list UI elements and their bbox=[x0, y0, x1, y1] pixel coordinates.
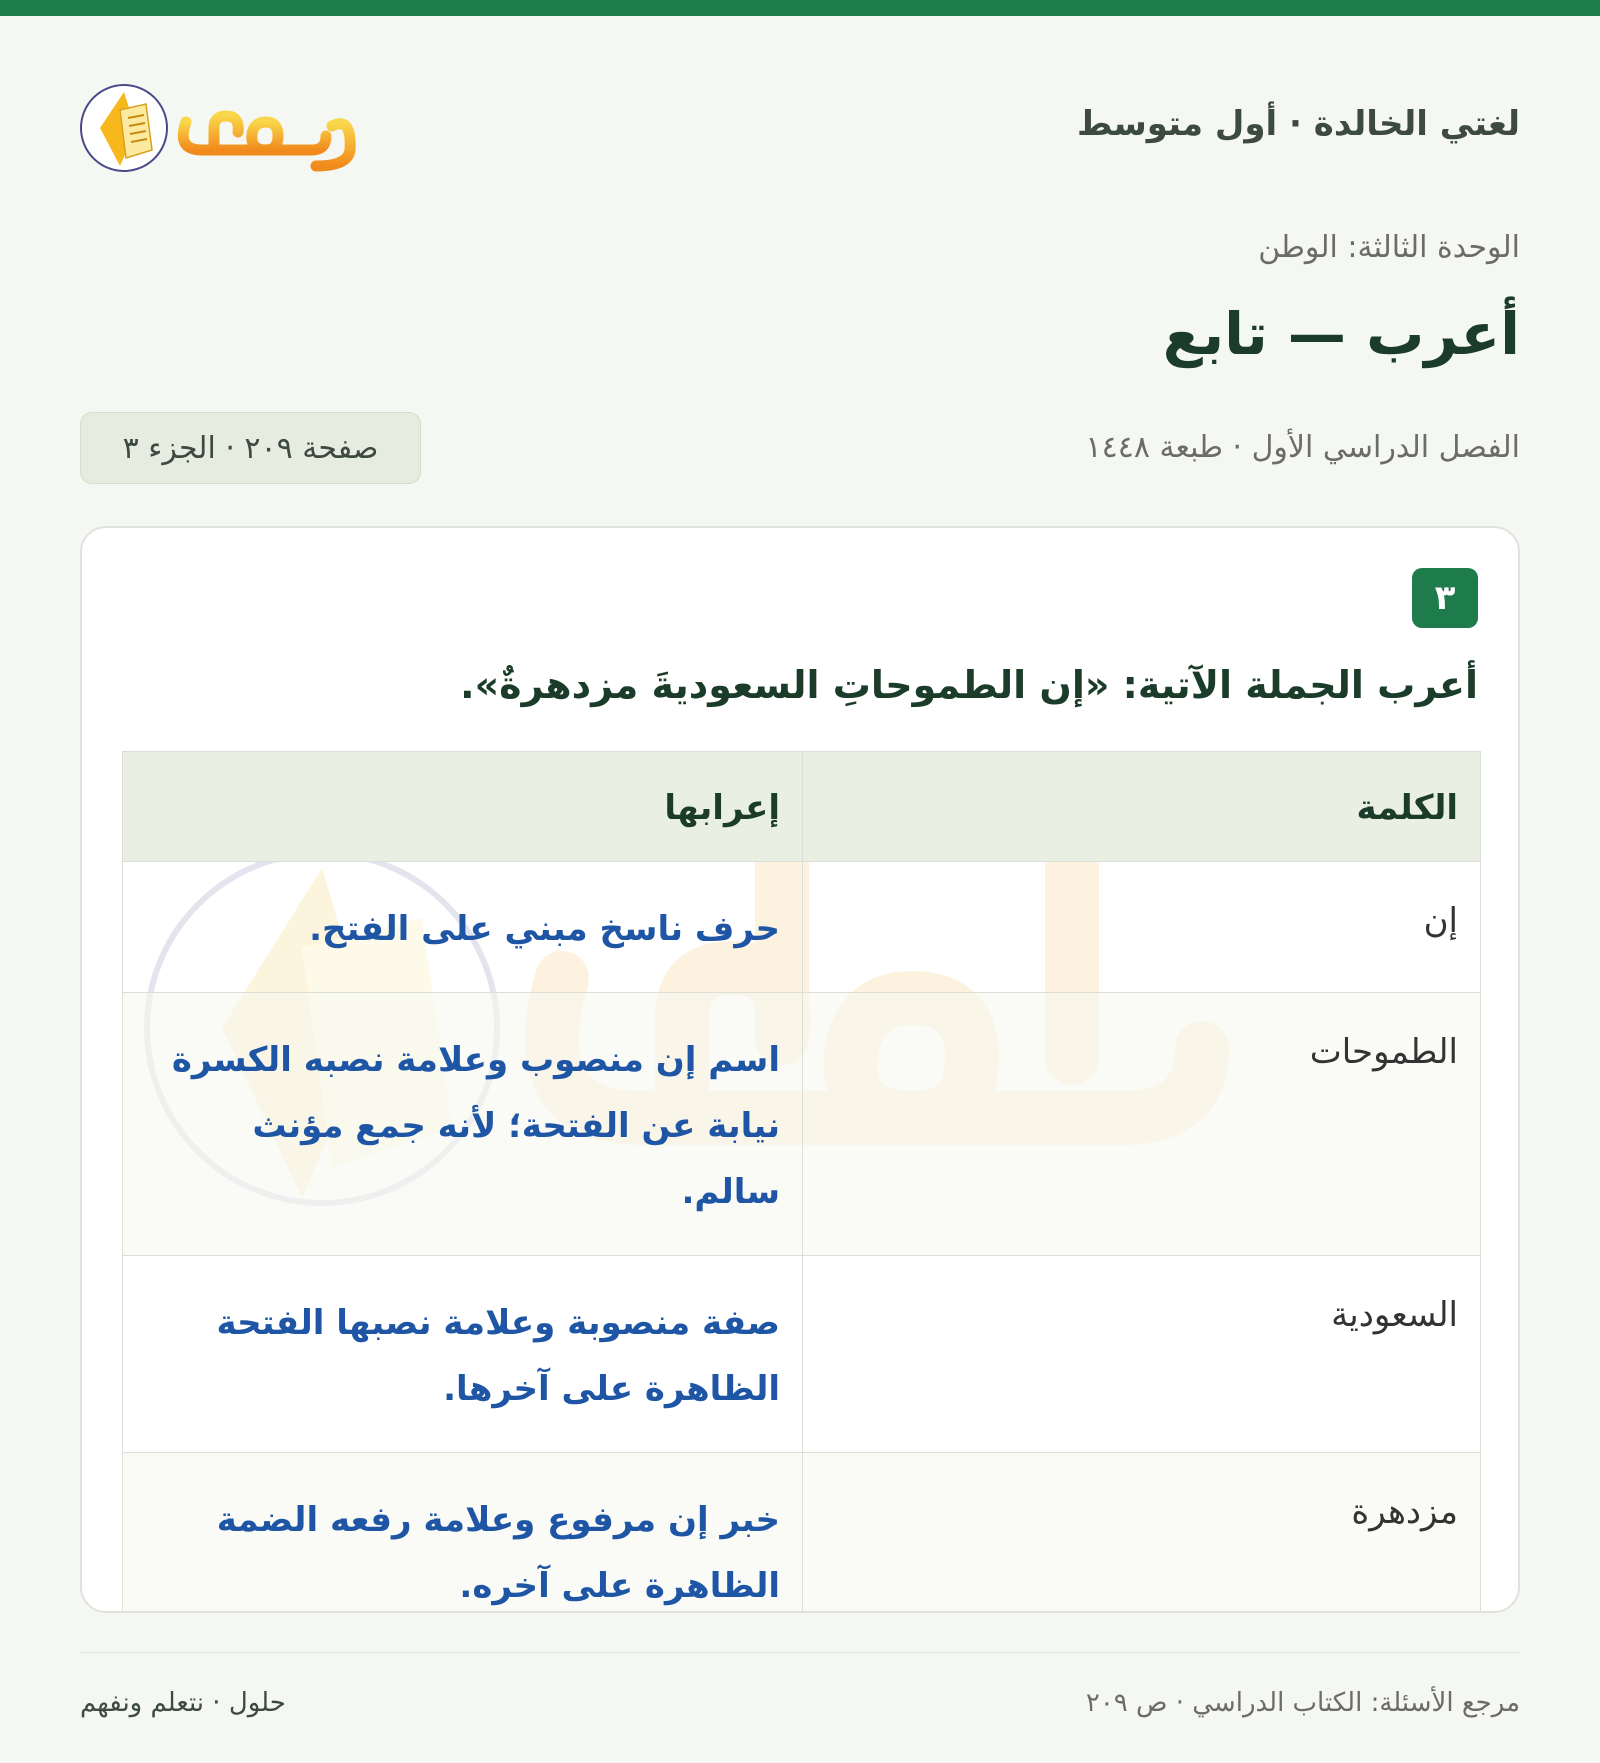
footer-reference: مرجع الأسئلة: الكتاب الدراسي · ص ٢٠٩ bbox=[1085, 1688, 1520, 1718]
question-card bbox=[80, 526, 1520, 1613]
footer-brand: حلول · نتعلم ونفهم bbox=[80, 1688, 286, 1718]
word-cell: مزدهرة bbox=[803, 1453, 1481, 1614]
word-cell: السعودية bbox=[803, 1256, 1481, 1453]
parse-cell: حرف ناسخ مبني على الفتح. bbox=[123, 862, 803, 993]
footer-divider bbox=[80, 1652, 1520, 1653]
column-header-word: الكلمة bbox=[803, 752, 1481, 862]
parse-cell: خبر إن مرفوع وعلامة رفعه الضمة الظاهرة على آخره. bbox=[123, 1453, 803, 1614]
lesson-title: أعرب — تابع bbox=[1162, 300, 1520, 368]
page-badge: صفحة ٢٠٩ · الجزء ٣ bbox=[80, 412, 421, 484]
top-accent-bar bbox=[0, 0, 1600, 16]
course-title: لغتي الخالدة · أول متوسط bbox=[1076, 104, 1520, 144]
table-row bbox=[123, 862, 1481, 993]
term-edition: الفصل الدراسي الأول · طبعة ١٤٤٨ bbox=[1085, 430, 1520, 465]
parse-cell: اسم إن منصوب وعلامة نصبه الكسرة نيابة عن الفتحة؛ لأنه جمع مؤنث سالم. bbox=[123, 993, 803, 1256]
table-row bbox=[123, 993, 1481, 1256]
question-text: أعرب الجملة الآتية: «إن الطموحاتِ السعوديةَ مزدهرةٌ». bbox=[460, 663, 1478, 707]
column-header-parse: إعرابها bbox=[123, 752, 803, 862]
page-header bbox=[80, 70, 1520, 180]
table-row bbox=[123, 1453, 1481, 1614]
table-header-row bbox=[123, 752, 1481, 862]
logo-icon bbox=[80, 70, 370, 180]
parse-cell: صفة منصوبة وعلامة نصبها الفتحة الظاهرة على آخرها. bbox=[123, 1256, 803, 1453]
word-cell: الطموحات bbox=[803, 993, 1481, 1256]
unit-label: الوحدة الثالثة: الوطن bbox=[1258, 230, 1520, 265]
parsing-table bbox=[122, 751, 1481, 1613]
logo[interactable] bbox=[80, 70, 370, 180]
word-cell: إن bbox=[803, 862, 1481, 993]
table-row bbox=[123, 1256, 1481, 1453]
question-number-badge: ٣ bbox=[1412, 568, 1478, 628]
